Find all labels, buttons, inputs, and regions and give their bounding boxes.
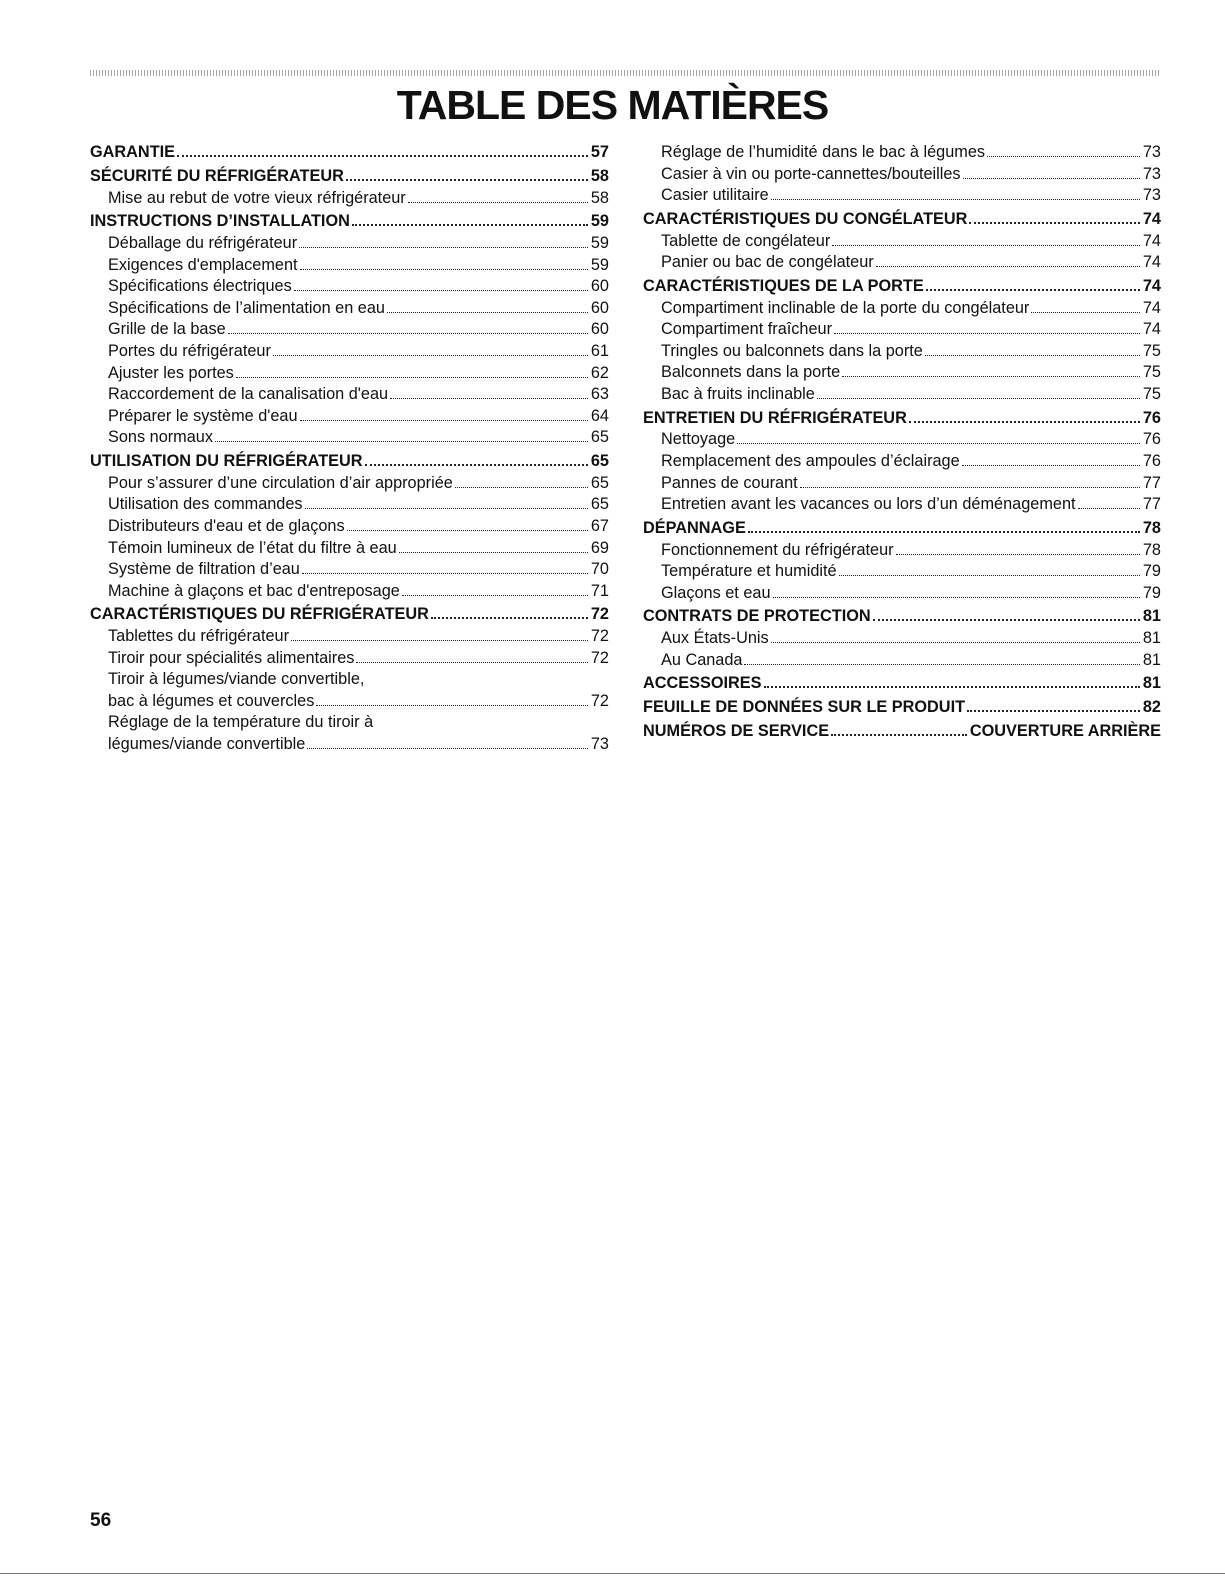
dot-leader <box>800 487 1140 488</box>
toc-subsection-entry[interactable] <box>643 451 1161 473</box>
toc-entry-line1: Tiroir à légumes/viande convertible, <box>108 670 365 689</box>
toc-entry-label: Entretien avant les vacances ou lors d’un déménagement <box>661 495 1076 514</box>
toc-subsection-entry[interactable] <box>90 516 609 538</box>
dot-leader <box>291 640 588 641</box>
dot-leader <box>177 155 588 157</box>
toc-right-column <box>643 142 1161 743</box>
toc-subsection-entry[interactable] <box>643 164 1161 186</box>
toc-subsection-entry[interactable] <box>90 734 609 756</box>
dot-leader <box>302 573 588 574</box>
toc-subsection-entry[interactable] <box>90 538 609 560</box>
toc-page-number: 81 <box>1142 629 1161 648</box>
dot-leader <box>305 508 588 509</box>
toc-subsection-entry[interactable] <box>643 628 1161 650</box>
toc-page-number: 65 <box>590 473 609 492</box>
toc-page-number: 77 <box>1142 495 1161 514</box>
dot-leader <box>390 398 588 399</box>
toc-entry-label: Tiroir pour spécialités alimentaires <box>108 648 355 667</box>
toc-subsection-entry[interactable] <box>643 142 1161 164</box>
toc-page-number: 73 <box>1142 143 1161 161</box>
toc-page-number: 78 <box>1142 540 1161 559</box>
toc-entry-label: CARACTÉRISTIQUES DU RÉFRIGÉRATEUR <box>90 605 429 624</box>
toc-page-number: 57 <box>590 143 609 161</box>
toc-entry-label: Remplacement des ampoules d’éclairage <box>661 451 960 470</box>
toc-subsection-entry[interactable] <box>90 255 609 277</box>
toc-page-number: 60 <box>590 298 609 317</box>
toc-entry-label: Panier ou bac de congélateur <box>661 253 874 272</box>
dot-leader <box>307 748 588 749</box>
dot-leader <box>987 156 1140 157</box>
toc-page-number: 75 <box>1142 341 1161 360</box>
dot-leader <box>962 465 1140 466</box>
toc-section-entry[interactable] <box>643 408 1161 430</box>
dot-leader <box>909 421 1140 423</box>
toc-page-number: 76 <box>1142 451 1161 470</box>
dot-leader <box>817 398 1140 399</box>
toc-subsection-entry[interactable] <box>643 341 1161 363</box>
toc-subsection-entry[interactable] <box>643 298 1161 320</box>
top-dotted-rule <box>90 70 1160 76</box>
toc-entry-label: Pour s’assurer d’une circulation d’air appropriée <box>108 473 453 492</box>
dot-leader <box>431 617 588 619</box>
dot-leader <box>831 734 967 736</box>
toc-section-entry[interactable] <box>643 673 1161 695</box>
toc-page-number: 73 <box>1142 164 1161 183</box>
toc-entry-label: Portes du réfrigérateur <box>108 341 271 360</box>
dot-leader <box>273 355 588 356</box>
toc-page-number: 77 <box>1142 473 1161 492</box>
toc-subsection-entry[interactable] <box>90 406 609 428</box>
toc-entry-label: Ajuster les portes <box>108 363 234 382</box>
dot-leader <box>347 530 588 531</box>
toc-subsection-entry[interactable] <box>90 188 609 210</box>
dot-leader <box>236 377 588 378</box>
toc-page-number: 73 <box>1142 186 1161 205</box>
dot-leader <box>773 597 1140 598</box>
toc-entry-label: Compartiment inclinable de la porte du congélateur <box>661 298 1030 317</box>
toc-entry-label: Bac à fruits inclinable <box>661 384 815 403</box>
toc-page-number: 60 <box>590 320 609 339</box>
toc-subsection-entry[interactable] <box>90 581 609 603</box>
toc-entry-label: bac à légumes et couvercles <box>108 691 315 710</box>
toc-entry-label: Témoin lumineux de l’état du filtre à eau <box>108 538 397 557</box>
toc-entry-label: UTILISATION DU RÉFRIGÉRATEUR <box>90 451 363 470</box>
toc-page-number: 65 <box>590 428 609 447</box>
toc-page-number: 73 <box>590 735 609 754</box>
dot-leader <box>300 269 588 270</box>
toc-entry-label: Température et humidité <box>661 562 837 581</box>
dot-leader <box>876 266 1140 267</box>
toc-page-number: 72 <box>590 648 609 667</box>
toc-entry-label: Pannes de courant <box>661 473 798 492</box>
dot-leader <box>408 202 588 203</box>
toc-entry-label: Système de filtration d’eau <box>108 560 300 579</box>
toc-page-number: 74 <box>1142 276 1161 295</box>
toc-page-number: 75 <box>1142 363 1161 382</box>
toc-entry-label: ENTRETIEN DU RÉFRIGÉRATEUR <box>643 408 907 427</box>
toc-page-number: 72 <box>590 605 609 624</box>
toc-entry-label: Balconnets dans la porte <box>661 363 841 382</box>
toc-entry-label: DÉPANNAGE <box>643 518 746 537</box>
toc-subsection-entry[interactable] <box>90 233 609 255</box>
toc-page-number: 65 <box>590 451 609 470</box>
toc-page-number: 74 <box>1142 253 1161 272</box>
toc-section-entry[interactable] <box>643 276 1161 298</box>
dot-leader <box>455 487 588 488</box>
toc-subsection-entry[interactable] <box>90 648 609 670</box>
toc-entry-label: Tablettes du réfrigérateur <box>108 627 290 646</box>
toc-page-number: 79 <box>1142 562 1161 581</box>
toc-section-entry[interactable] <box>90 451 609 473</box>
toc-subsection-entry[interactable] <box>90 626 609 648</box>
toc-section-entry[interactable] <box>90 211 609 233</box>
toc-entry-label: Au Canada <box>661 650 743 669</box>
toc-page-number: 59 <box>590 233 609 252</box>
dot-leader <box>969 222 1139 224</box>
toc-page-number: 59 <box>590 212 609 231</box>
toc-page-number: 79 <box>1142 583 1161 602</box>
dot-leader <box>842 376 1140 377</box>
toc-subsection-entry[interactable] <box>643 561 1161 583</box>
toc-page-number: 71 <box>590 581 609 600</box>
toc-subsection-entry[interactable] <box>90 559 609 581</box>
toc-page-number: 58 <box>590 188 609 207</box>
dot-leader <box>967 710 1140 712</box>
toc-entry-label: Tablette de congélateur <box>661 231 831 250</box>
dot-leader <box>1031 312 1140 313</box>
toc-entry-label: Spécifications de l’alimentation en eau <box>108 298 385 317</box>
toc-page-number: 72 <box>590 691 609 710</box>
toc-subsection-entry[interactable] <box>643 231 1161 253</box>
toc-subsection-entry[interactable] <box>90 276 609 298</box>
toc-page-number: 75 <box>1142 384 1161 403</box>
toc-entry-label: Exigences d'emplacement <box>108 255 298 274</box>
dot-leader <box>764 686 1140 688</box>
dot-leader <box>352 224 588 226</box>
toc-page-number: 78 <box>1142 518 1161 537</box>
toc-section-entry[interactable] <box>90 142 609 164</box>
dot-leader <box>316 705 588 706</box>
toc-section-entry[interactable] <box>90 604 609 626</box>
toc-page-number: 65 <box>590 495 609 514</box>
toc-subsection-entry[interactable] <box>643 185 1161 207</box>
toc-entry-label: INSTRUCTIONS D’INSTALLATION <box>90 212 350 231</box>
dot-leader <box>399 552 588 553</box>
toc-entry-label: ACCESSOIRES <box>643 674 762 693</box>
dot-leader <box>771 642 1140 643</box>
toc-subsection-entry[interactable] <box>643 494 1161 516</box>
dot-leader <box>896 554 1140 555</box>
toc-entry-label: CONTRATS DE PROTECTION <box>643 607 871 626</box>
toc-subsection-entry[interactable] <box>90 341 609 363</box>
toc-entry-label: légumes/viande convertible <box>108 735 306 754</box>
dot-leader <box>925 355 1140 356</box>
toc-subsection-entry[interactable] <box>643 319 1161 341</box>
toc-subsection-entry[interactable] <box>90 363 609 385</box>
dot-leader <box>294 290 588 291</box>
toc-entry-label: Préparer le système d'eau <box>108 406 298 425</box>
toc-page-number: 64 <box>590 406 609 425</box>
toc-subsection-entry[interactable] <box>90 427 609 449</box>
toc-entry-label: Machine à glaçons et bac d'entreposage <box>108 581 400 600</box>
toc-entry-label: Tringles ou balconnets dans la porte <box>661 341 923 360</box>
toc-page-number: 63 <box>590 385 609 404</box>
toc-section-entry[interactable] <box>643 697 1161 719</box>
toc-page-number: 81 <box>1142 674 1161 693</box>
dot-leader <box>748 531 1140 533</box>
dot-leader <box>228 333 588 334</box>
toc-page-number: 76 <box>1142 408 1161 427</box>
dot-leader <box>1078 508 1140 509</box>
dot-leader <box>834 333 1140 334</box>
dot-leader <box>873 619 1140 621</box>
toc-entry-label: FEUILLE DE DONNÉES SUR LE PRODUIT <box>643 698 966 717</box>
toc-subsection-entry[interactable] <box>90 319 609 341</box>
toc-entry-label: Spécifications électriques <box>108 277 292 296</box>
toc-subsection-entry[interactable] <box>90 691 609 713</box>
toc-entry-label: Aux États-Unis <box>661 629 769 648</box>
toc-subsection-entry[interactable] <box>90 473 609 495</box>
toc-entry-label: Fonctionnement du réfrigérateur <box>661 540 894 559</box>
toc-page-number: 74 <box>1142 320 1161 339</box>
toc-page-number: COUVERTURE ARRIÈRE <box>969 721 1161 740</box>
toc-subsection-entry[interactable] <box>643 429 1161 451</box>
toc-entry-label: Nettoyage <box>661 430 736 449</box>
toc-entry-label: Utilisation des commandes <box>108 495 303 514</box>
dot-leader <box>300 420 588 421</box>
toc-subsection-entry[interactable] <box>643 252 1161 274</box>
toc-subsection-entry[interactable] <box>643 362 1161 384</box>
toc-subsection-entry[interactable] <box>90 384 609 406</box>
toc-section-entry[interactable] <box>643 721 1161 743</box>
toc-entry-label: Déballage du réfrigérateur <box>108 233 298 252</box>
bottom-rule <box>0 1573 1225 1574</box>
dot-leader <box>771 199 1140 200</box>
toc-entry-label: NUMÉROS DE SERVICE <box>643 721 830 740</box>
dot-leader <box>737 443 1140 444</box>
dot-leader <box>299 247 588 248</box>
toc-entry-label: CARACTÉRISTIQUES DE LA PORTE <box>643 276 924 295</box>
toc-entry-label: SÉCURITÉ DU RÉFRIGÉRATEUR <box>90 166 344 185</box>
dot-leader <box>356 662 587 663</box>
toc-entry-label: Distributeurs d'eau et de glaçons <box>108 516 345 535</box>
toc-page-number: 76 <box>1142 430 1161 449</box>
toc-page-number: 67 <box>590 516 609 535</box>
toc-subsection-entry[interactable] <box>643 473 1161 495</box>
toc-entry-label: Raccordement de la canalisation d'eau <box>108 385 389 404</box>
toc-page-number: 82 <box>1142 698 1161 717</box>
toc-entry-label: Casier à vin ou porte-cannettes/bouteilles <box>661 164 961 183</box>
toc-page-number: 72 <box>590 627 609 646</box>
toc-subsection-entry[interactable] <box>90 494 609 516</box>
toc-page-number: 62 <box>590 363 609 382</box>
toc-entry-label: Glaçons et eau <box>661 583 771 602</box>
dot-leader <box>832 245 1140 246</box>
dot-leader <box>963 178 1140 179</box>
toc-entry-label: GARANTIE <box>90 143 176 161</box>
toc-section-entry[interactable] <box>643 209 1161 231</box>
toc-entry-label: CARACTÉRISTIQUES DU CONGÉLATEUR <box>643 209 968 228</box>
toc-page-number: 60 <box>590 277 609 296</box>
dot-leader <box>839 575 1140 576</box>
dot-leader <box>346 179 588 181</box>
toc-page-number: 61 <box>590 341 609 360</box>
toc-entry-label: Mise au rebut de votre vieux réfrigérateur <box>108 188 406 207</box>
toc-section-entry[interactable] <box>90 166 609 188</box>
toc-page-number: 81 <box>1142 607 1161 626</box>
toc-entry-label: Casier utilitaire <box>661 186 769 205</box>
toc-page-number: 81 <box>1142 650 1161 669</box>
toc-subsection-entry[interactable] <box>90 298 609 320</box>
toc-page-number: 59 <box>590 255 609 274</box>
toc-entry-label: Compartiment fraîcheur <box>661 320 833 339</box>
toc-left-column <box>90 142 609 756</box>
dot-leader <box>387 312 588 313</box>
dot-leader <box>926 289 1140 291</box>
page-number: 56 <box>90 1510 112 1531</box>
toc-page-number: 69 <box>590 538 609 557</box>
dot-leader <box>744 664 1139 665</box>
toc-page-number: 58 <box>590 166 609 185</box>
toc-subsection-entry[interactable] <box>643 583 1161 605</box>
toc-entry-line1: Réglage de la température du tiroir à <box>108 713 374 732</box>
toc-section-entry[interactable] <box>643 518 1161 540</box>
toc-page-number: 74 <box>1142 231 1161 250</box>
dot-leader <box>402 595 588 596</box>
toc-entry-label: Sons normaux <box>108 428 213 447</box>
toc-subsection-entry[interactable] <box>643 540 1161 562</box>
toc-page-number: 74 <box>1142 298 1161 317</box>
dot-leader <box>365 464 588 466</box>
dot-leader <box>215 441 588 442</box>
toc-page-number: 74 <box>1142 209 1161 228</box>
toc-section-entry[interactable] <box>643 606 1161 628</box>
toc-entry-label: Réglage de l’humidité dans le bac à légumes <box>661 143 986 161</box>
toc-entry-label: Grille de la base <box>108 320 226 339</box>
toc-page-number: 70 <box>590 560 609 579</box>
toc-subsection-entry[interactable] <box>643 650 1161 672</box>
toc-subsection-entry[interactable] <box>643 384 1161 406</box>
page-title: TABLE DES MATIÈRES <box>396 82 829 128</box>
